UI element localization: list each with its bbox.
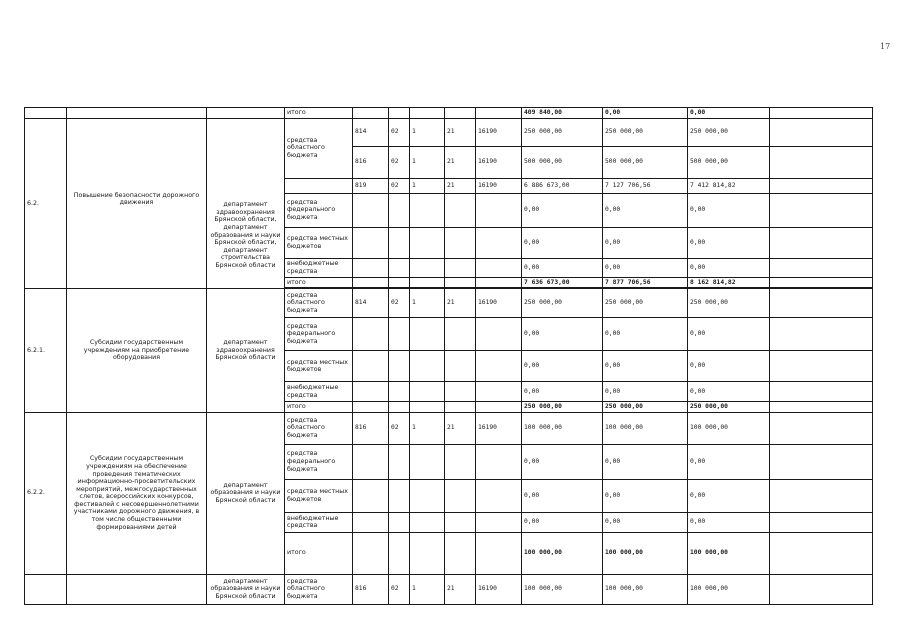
amount-cell: 250 000,00 <box>603 118 688 146</box>
source-cell: средства областного бюджета <box>285 289 353 318</box>
cell <box>389 382 410 402</box>
amount-cell: 0,00 <box>603 108 688 119</box>
amount-cell: 250 000,00 <box>688 118 770 146</box>
cell <box>445 479 476 512</box>
amount-cell: 100 000,00 <box>522 412 603 444</box>
cell <box>410 444 445 479</box>
cell <box>410 318 445 351</box>
code-cell: 816 <box>353 412 389 444</box>
amount-cell: 0,00 <box>603 227 688 258</box>
code-cell: 1 <box>410 412 445 444</box>
cell <box>410 402 445 413</box>
source-cell: средства федерального бюджета <box>285 318 353 351</box>
code-cell: 21 <box>445 146 476 178</box>
cell <box>389 479 410 512</box>
cell <box>445 382 476 402</box>
amount-cell: 250 000,00 <box>522 118 603 146</box>
source-cell: итого <box>285 108 353 119</box>
amount-cell: 100 000,00 <box>688 532 770 574</box>
cell <box>410 277 445 288</box>
source-cell: итого <box>285 532 353 574</box>
code-cell: 16190 <box>476 146 522 178</box>
amount-cell: 0,00 <box>522 479 603 512</box>
cell <box>410 227 445 258</box>
cell <box>353 479 389 512</box>
source-cell: средства областного бюджета <box>285 118 353 178</box>
amount-cell: 500 000,00 <box>522 146 603 178</box>
amount-cell: 100 000,00 <box>603 412 688 444</box>
cell <box>445 258 476 277</box>
cell <box>67 574 207 604</box>
amount-cell: 250 000,00 <box>603 289 688 318</box>
cell <box>476 318 522 351</box>
cell <box>476 402 522 413</box>
code-cell: 02 <box>389 412 410 444</box>
code-cell: 02 <box>389 574 410 604</box>
cell <box>445 351 476 382</box>
amount-cell: 0,00 <box>603 444 688 479</box>
cell <box>353 351 389 382</box>
code-cell: 819 <box>353 178 389 193</box>
source-cell: средства областного бюджета <box>285 574 353 604</box>
amount-cell: 0,00 <box>688 193 770 227</box>
executor: департамент здравоохранения Брянской области, департамент образования и науки Брянской области, департамент строительства Брянской области <box>207 118 285 289</box>
cell <box>770 382 873 402</box>
cell <box>389 258 410 277</box>
table-row <box>25 118 873 146</box>
source-cell: средства местных бюджетов <box>285 479 353 512</box>
amount-cell: 0,00 <box>522 512 603 532</box>
amount-cell: 0,00 <box>688 227 770 258</box>
cell <box>770 118 873 146</box>
item-name: Повышение безопасности дорожного движения <box>67 118 207 289</box>
cell <box>353 277 389 288</box>
cell <box>353 532 389 574</box>
cell <box>410 351 445 382</box>
cell <box>353 227 389 258</box>
code-cell: 1 <box>410 178 445 193</box>
code-cell: 16190 <box>476 178 522 193</box>
cell <box>25 108 67 119</box>
cell <box>410 479 445 512</box>
cell <box>410 193 445 227</box>
code-cell: 16190 <box>476 118 522 146</box>
cell <box>353 444 389 479</box>
code-cell: 816 <box>353 574 389 604</box>
cell <box>770 351 873 382</box>
item-number: 6.2.2. <box>25 412 67 574</box>
code-cell: 21 <box>445 118 476 146</box>
amount-cell: 7 412 814,82 <box>688 178 770 193</box>
code-cell: 1 <box>410 289 445 318</box>
source-cell: средства местных бюджетов <box>285 227 353 258</box>
table-row <box>25 108 873 119</box>
cell <box>353 108 389 119</box>
amount-cell: 0,00 <box>688 258 770 277</box>
cell <box>445 318 476 351</box>
cell <box>476 512 522 532</box>
cell <box>389 402 410 413</box>
cell <box>389 351 410 382</box>
amount-cell: 500 000,00 <box>688 146 770 178</box>
amount-cell: 0,00 <box>522 193 603 227</box>
amount-cell: 0,00 <box>603 479 688 512</box>
page-number: 17 <box>880 42 891 51</box>
amount-cell: 100 000,00 <box>688 574 770 604</box>
code-cell: 1 <box>410 146 445 178</box>
amount-cell: 500 000,00 <box>603 146 688 178</box>
source-cell: итого <box>285 402 353 413</box>
cell <box>410 512 445 532</box>
amount-cell: 0,00 <box>522 351 603 382</box>
amount-cell: 0,00 <box>603 193 688 227</box>
cell <box>389 532 410 574</box>
amount-cell: 100 000,00 <box>688 412 770 444</box>
executor: департамент здравоохранения Брянской области <box>207 289 285 413</box>
cell <box>476 444 522 479</box>
code-cell: 814 <box>353 289 389 318</box>
source-cell: средства областного бюджета <box>285 412 353 444</box>
amount-cell: 100 000,00 <box>522 532 603 574</box>
cell <box>770 318 873 351</box>
cell <box>353 512 389 532</box>
table-row <box>25 574 873 604</box>
cell <box>770 402 873 413</box>
cell <box>353 318 389 351</box>
source-cell: средства федерального бюджета <box>285 444 353 479</box>
amount-cell: 0,00 <box>688 108 770 119</box>
code-cell: 1 <box>410 118 445 146</box>
amount-cell: 7 636 673,00 <box>522 277 603 288</box>
cell <box>770 574 873 604</box>
cell <box>445 512 476 532</box>
amount-cell: 0,00 <box>603 258 688 277</box>
amount-cell: 0,00 <box>688 382 770 402</box>
budget-table <box>24 107 873 605</box>
amount-cell: 100 000,00 <box>603 532 688 574</box>
amount-cell: 250 000,00 <box>688 402 770 413</box>
item-number: 6.2.1. <box>25 289 67 413</box>
cell <box>770 108 873 119</box>
amount-cell: 0,00 <box>688 479 770 512</box>
cell <box>353 258 389 277</box>
item-name: Субсидии государственным учреждениям на приобретение оборудования <box>67 289 207 413</box>
code-cell: 21 <box>445 412 476 444</box>
cell <box>353 193 389 227</box>
amount-cell: 0,00 <box>522 382 603 402</box>
code-cell: 814 <box>353 118 389 146</box>
table-row <box>25 412 873 444</box>
code-cell: 816 <box>353 146 389 178</box>
amount-cell: 0,00 <box>522 318 603 351</box>
cell <box>410 532 445 574</box>
cell <box>25 574 67 604</box>
executor: департамент образования и науки Брянской области <box>207 574 285 604</box>
cell <box>770 258 873 277</box>
cell <box>207 108 285 119</box>
cell <box>770 412 873 444</box>
cell <box>476 382 522 402</box>
amount-cell: 6 886 673,00 <box>522 178 603 193</box>
cell <box>410 108 445 119</box>
cell <box>770 479 873 512</box>
cell <box>353 402 389 413</box>
cell <box>389 193 410 227</box>
amount-cell: 0,00 <box>603 512 688 532</box>
amount-cell: 8 162 814,82 <box>688 277 770 288</box>
cell <box>476 532 522 574</box>
cell <box>770 289 873 318</box>
cell <box>389 318 410 351</box>
cell <box>445 193 476 227</box>
cell <box>770 146 873 178</box>
code-cell: 21 <box>445 574 476 604</box>
item-number: 6.2. <box>25 118 67 289</box>
cell <box>476 277 522 288</box>
cell <box>445 108 476 119</box>
amount-cell: 100 000,00 <box>522 574 603 604</box>
cell <box>353 382 389 402</box>
cell <box>445 444 476 479</box>
executor: департамент образования и науки Брянской области <box>207 412 285 574</box>
amount-cell: 0,00 <box>688 351 770 382</box>
code-cell: 02 <box>389 178 410 193</box>
amount-cell: 0,00 <box>688 318 770 351</box>
cell <box>410 382 445 402</box>
amount-cell: 250 000,00 <box>603 402 688 413</box>
amount-cell: 0,00 <box>603 382 688 402</box>
cell <box>770 277 873 288</box>
amount-cell: 100 000,00 <box>603 574 688 604</box>
source-cell: итого <box>285 277 353 288</box>
cell <box>476 193 522 227</box>
cell <box>285 178 353 193</box>
cell <box>770 532 873 574</box>
code-cell: 16190 <box>476 289 522 318</box>
cell <box>770 512 873 532</box>
code-cell: 02 <box>389 146 410 178</box>
cell <box>770 227 873 258</box>
code-cell: 1 <box>410 574 445 604</box>
cell <box>476 351 522 382</box>
source-cell: внебюджетные средства <box>285 512 353 532</box>
amount-cell: 409 840,00 <box>522 108 603 119</box>
cell <box>389 227 410 258</box>
source-cell: средства федерального бюджета <box>285 193 353 227</box>
amount-cell: 0,00 <box>522 227 603 258</box>
item-name: Субсидии государственным учреждениям на обеспечение проведения тематических информационно-просветительских мероприятий, межгосударственных слетов, всероссийских конкурсов, фестивалей с несовершеннолетними участниками дорожного движения, в том числе общественными формированиями детей <box>67 412 207 574</box>
code-cell: 16190 <box>476 574 522 604</box>
amount-cell: 0,00 <box>522 258 603 277</box>
cell <box>476 108 522 119</box>
cell <box>445 532 476 574</box>
cell <box>389 277 410 288</box>
code-cell: 21 <box>445 289 476 318</box>
cell <box>476 258 522 277</box>
cell <box>389 512 410 532</box>
source-cell: внебюджетные средства <box>285 382 353 402</box>
cell <box>389 108 410 119</box>
cell <box>770 193 873 227</box>
code-cell: 16190 <box>476 412 522 444</box>
amount-cell: 0,00 <box>603 351 688 382</box>
amount-cell: 250 000,00 <box>522 402 603 413</box>
amount-cell: 250 000,00 <box>688 289 770 318</box>
cell <box>476 479 522 512</box>
source-cell: средства местных бюджетов <box>285 351 353 382</box>
amount-cell: 0,00 <box>603 318 688 351</box>
cell <box>445 402 476 413</box>
cell <box>67 108 207 119</box>
cell <box>445 227 476 258</box>
amount-cell: 0,00 <box>688 512 770 532</box>
code-cell: 21 <box>445 178 476 193</box>
cell <box>770 178 873 193</box>
code-cell: 02 <box>389 289 410 318</box>
amount-cell: 7 877 706,56 <box>603 277 688 288</box>
amount-cell: 250 000,00 <box>522 289 603 318</box>
table-row <box>25 289 873 318</box>
cell <box>410 258 445 277</box>
amount-cell: 0,00 <box>688 444 770 479</box>
code-cell: 02 <box>389 118 410 146</box>
amount-cell: 7 127 706,56 <box>603 178 688 193</box>
cell <box>476 227 522 258</box>
source-cell: внебюджетные средства <box>285 258 353 277</box>
amount-cell: 0,00 <box>522 444 603 479</box>
cell <box>389 444 410 479</box>
cell <box>445 277 476 288</box>
cell <box>770 444 873 479</box>
